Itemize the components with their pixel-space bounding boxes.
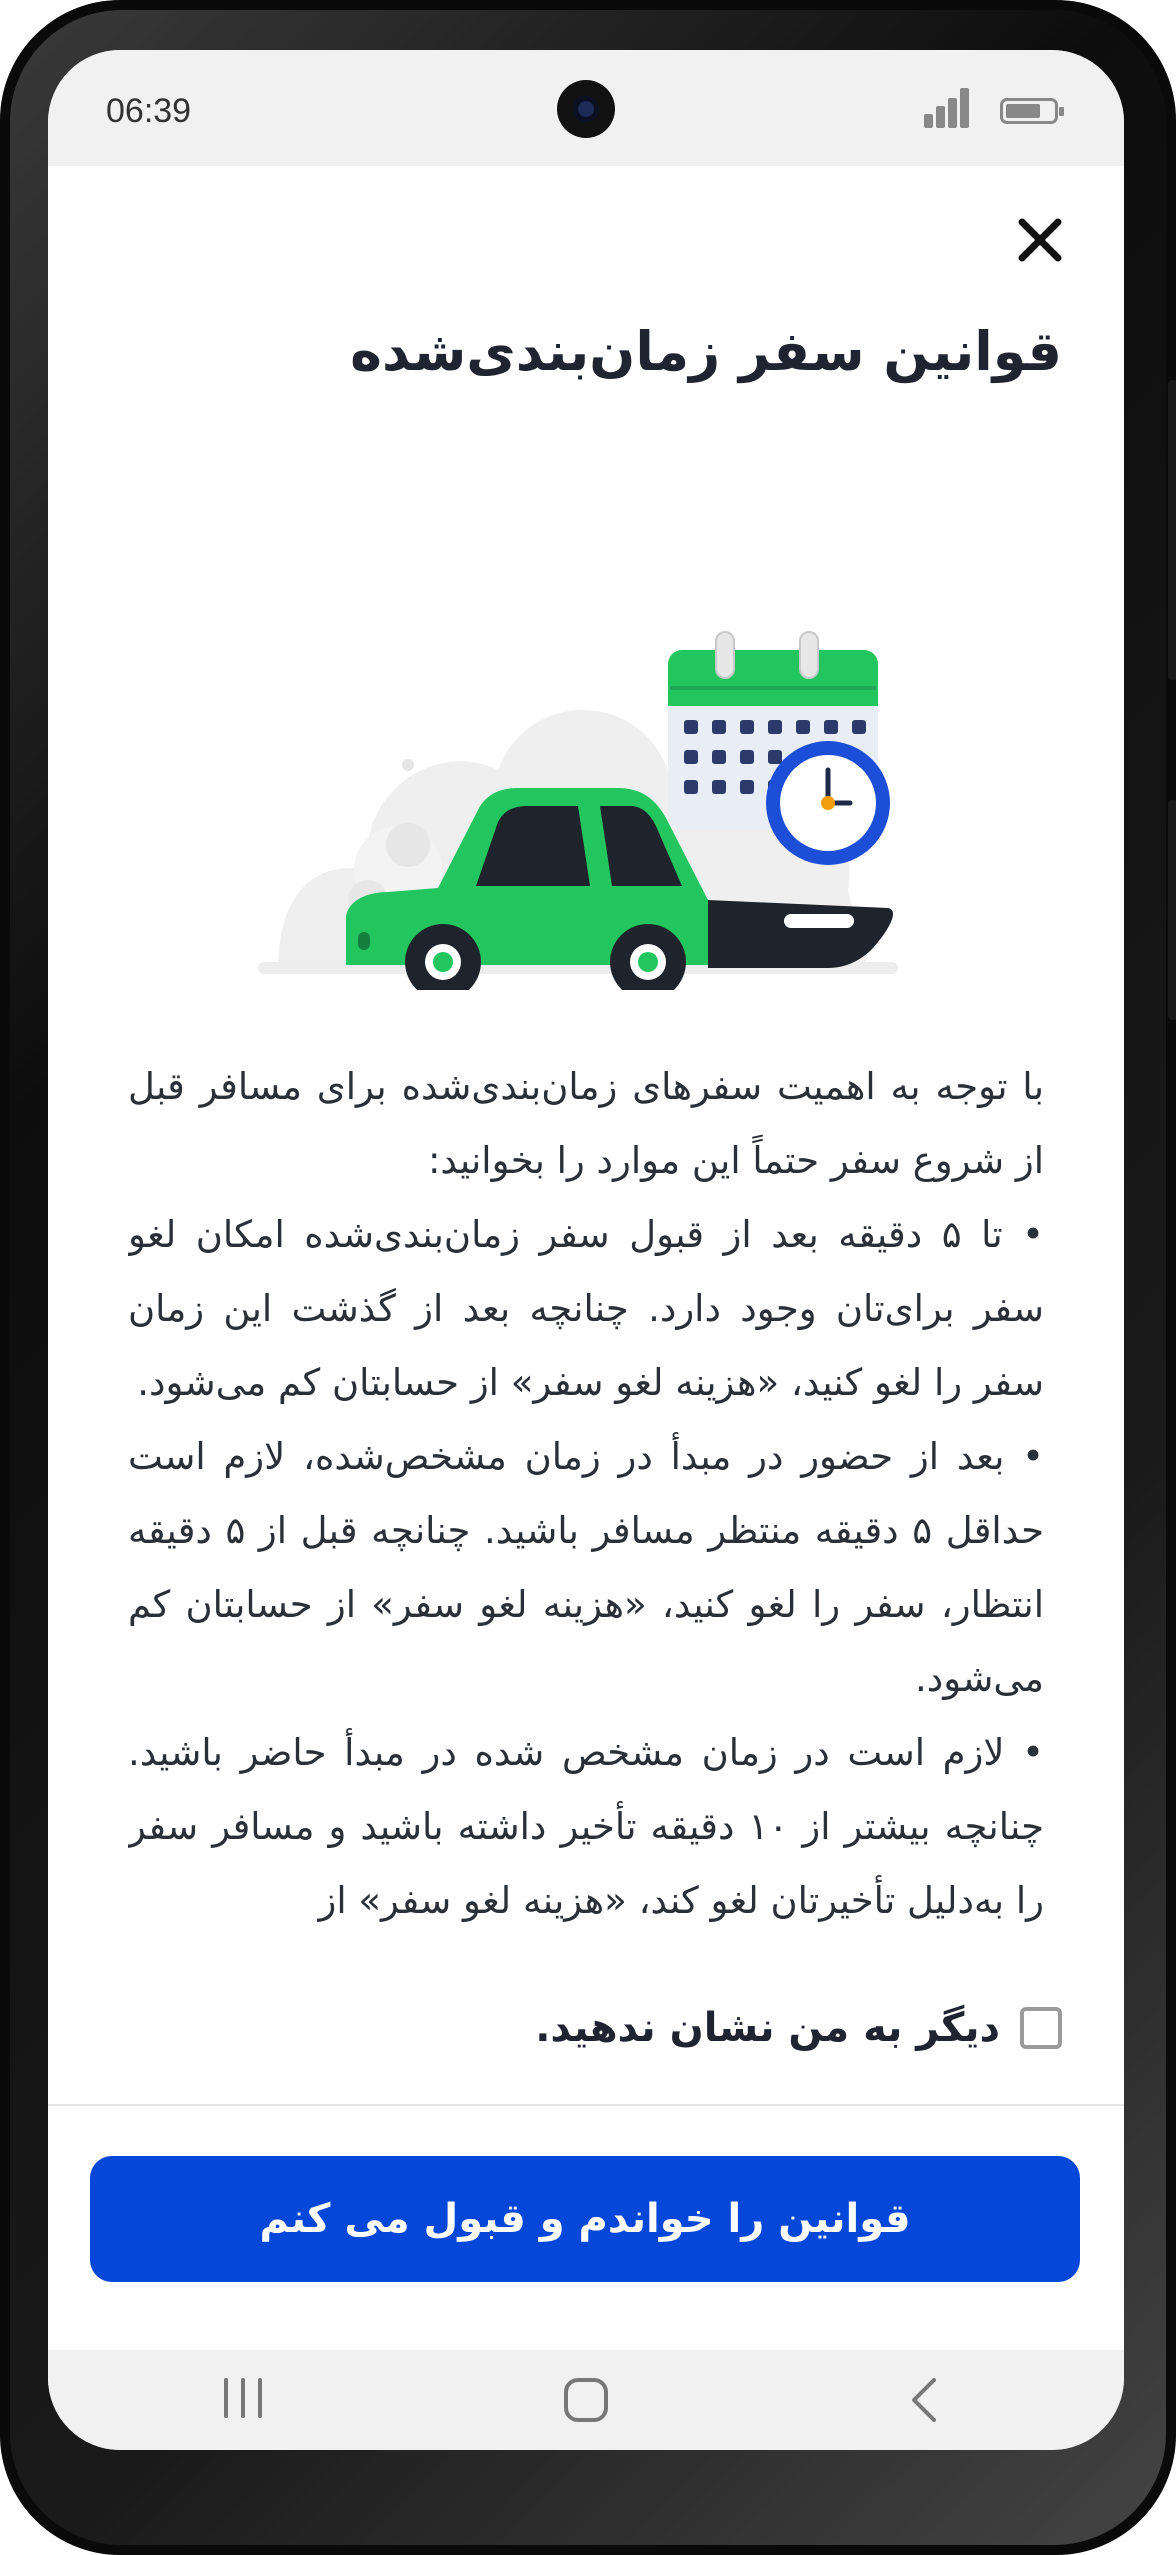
navigation-bar xyxy=(48,2350,1124,2450)
back-icon[interactable] xyxy=(900,2372,950,2428)
power-button xyxy=(1168,800,1176,1020)
front-camera xyxy=(557,80,615,138)
close-icon xyxy=(1010,210,1070,270)
rule-item: • بعد از حضور در مبدأ در زمان مشخص‌شده، لازم است حداقل ۵ دقیقه منتظر مسافر باشید. چنانچه قبل از ۵ دقیقه انتظار، سفر را لغو کنید، «هزینه لغو سفر» از حسابتان کم می‌شود. xyxy=(128,1435,1044,1700)
page-title: قوانین سفر زمان‌بندی‌شده xyxy=(350,320,1062,383)
battery-icon xyxy=(1000,98,1058,124)
home-icon[interactable] xyxy=(560,2374,612,2426)
accept-rules-button[interactable]: قوانین را خواندم و قبول می کنم xyxy=(90,2156,1080,2282)
status-bar xyxy=(48,50,1124,166)
rule-item: • لازم است در زمان مشخص شده در مبدأ حاضر باشید. چنانچه بیشتر از ۱۰ دقیقه تأخیر داشته باشید و مسافر سفر را به‌دلیل تأخیرتان لغو کند، «هزینه لغو سفر» از xyxy=(128,1731,1044,1922)
dont-show-again-checkbox[interactable] xyxy=(535,2005,1062,2051)
close-button[interactable] xyxy=(1010,210,1070,270)
car-calendar-clock-illustration xyxy=(238,570,938,990)
signal-icon xyxy=(924,88,978,128)
rules-text xyxy=(128,1050,1044,1938)
screen xyxy=(48,50,1124,2450)
divider xyxy=(48,2104,1124,2106)
dont-show-again-label: دیگر به من نشان ندهید. xyxy=(535,2005,1000,2051)
rules-intro: با توجه به اهمیت سفرهای زمان‌بندی‌شده برای مسافر قبل از شروع سفر حتماً این موارد را بخوانید: xyxy=(128,1065,1044,1182)
rules-scroll-area[interactable] xyxy=(128,1050,1044,1980)
checkbox-icon[interactable] xyxy=(1020,2007,1062,2049)
volume-button xyxy=(1168,380,1176,680)
status-time: 06:39 xyxy=(106,92,192,130)
recents-icon[interactable] xyxy=(218,2370,268,2426)
rule-item: • تا ۵ دقیقه بعد از قبول سفر زمان‌بندی‌شده امکان لغو سفر برای‌تان وجود دارد. چنانچه بعد از گذشت این زمان سفر را لغو کنید، «هزینه لغو سفر» از حسابتان کم می‌شود. xyxy=(128,1213,1044,1404)
